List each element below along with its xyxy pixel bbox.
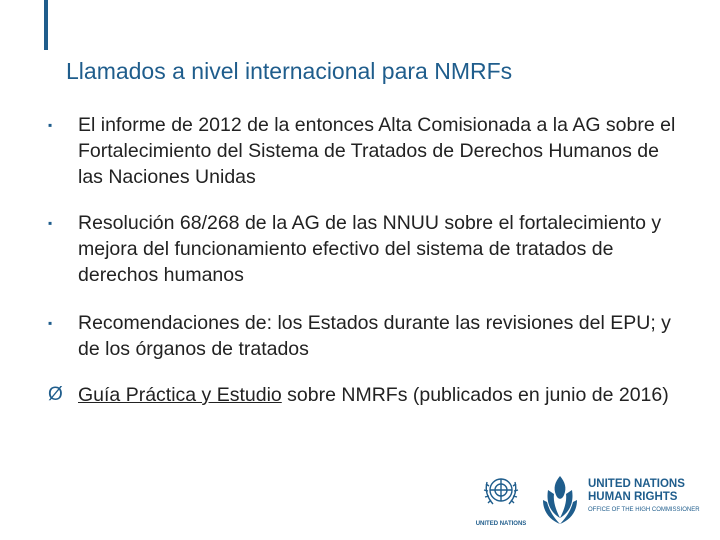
un-logo [472, 470, 530, 532]
bullet-text: Resolución 68/268 de la AG de las NNUU sobre el fortalecimiento y mejora del funcionamiento efectivo del sistema de tratados de derechos humanos [78, 212, 662, 286]
bullet-square-icon: ▪ [48, 216, 53, 230]
bullet-square-icon: ▪ [48, 316, 53, 330]
bullet-item [48, 112, 688, 190]
guide-link[interactable]: Guía Práctica y Estudio [78, 384, 282, 406]
accent-bar [44, 0, 48, 50]
bullet-item [48, 310, 688, 362]
logos [472, 470, 702, 532]
bullet-square-icon: ▪ [48, 118, 53, 132]
bullet-text: sobre NMRFs (publicados en junio de 2016) [281, 384, 669, 406]
human-rights-wordmark [588, 478, 700, 517]
bullet-item [48, 382, 669, 408]
bullet-text: El informe de 2012 de la entonces Alta Comisionada a la AG sobre el Fortalecimiento del Sistema de Tratados de Derechos Humanos de las Naciones Unidas [78, 114, 676, 188]
hr-line-human-rights: HUMAN RIGHTS [588, 491, 678, 503]
human-rights-emblem-icon [538, 472, 582, 528]
bullet-text: Recomendaciones de: los Estados durante las revisiones del EPU; y de los órganos de tratados [78, 312, 671, 360]
un-emblem-icon [479, 470, 523, 514]
slide-title: Llamados a nivel internacional para NMRFs [66, 58, 513, 84]
bullet-item [48, 210, 688, 288]
hr-line-united-nations: UNITED NATIONS [588, 478, 685, 490]
hr-line-office: OFFICE OF THE HIGH COMMISSIONER [588, 507, 700, 513]
un-human-rights-logo [538, 470, 702, 532]
bullet-arrow-icon: Ø [48, 384, 63, 405]
un-caption: UNITED NATIONS [475, 521, 527, 527]
